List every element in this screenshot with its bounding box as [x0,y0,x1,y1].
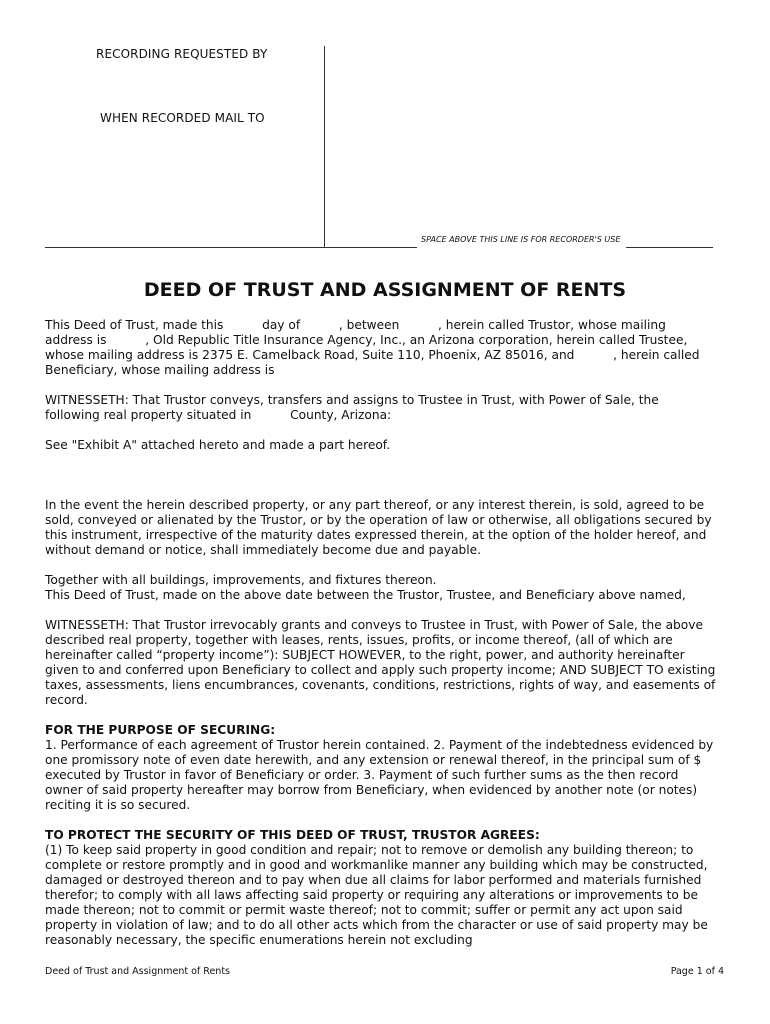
exhibit-spacer [45,468,717,498]
footer-document-name: Deed of Trust and Assignment of Rents [45,966,230,977]
when-recorded-mail-to-label: WHEN RECORDED MAIL TO [100,111,265,125]
document-title: DEED OF TRUST AND ASSIGNMENT OF RENTS [143,279,627,301]
protect-paragraph: (1) To keep said property in good condition and repair; not to remove or demolish any building thereon; to complete or restore promptly and in good and workmanlike manner any building which may be constructed, damaged or destroyed thereon and to pay when due all claims for labor performed and materials furnished therefor; to comply with all laws affecting said property or requiring any alterations or improvements to be made thereon; not to commit or permit waste thereof; not to commit; suffer or permit any act upon said property in violation of law; and to do all other acts which from the character or use of said property may be reasonably necessary, the specific enumerations herein not excluding [45,843,708,947]
witnesseth-conveys-paragraph: WITNESSETH: That Trustor conveys, transfers and assigns to Trustee in Trust, with Power of Sale, the following real property situated in County, Arizona: [45,393,663,422]
made-on-paragraph: This Deed of Trust, made on the above date between the Trustor, Trustee, and Beneficiary above named, [45,588,686,602]
header-left-rule [45,247,417,248]
footer-page-number: Page 1 of 4 [670,966,724,977]
together-with-line: Together with all buildings, improvements, and fixtures thereon. [45,573,437,587]
header-right-rule [626,247,713,248]
header-vertical-divider [324,46,325,247]
witnesseth-grants-paragraph: WITNESSETH: That Trustor irrevocably grants and conveys to Trustee in Trust, with Power of Sale, the above described real property, together with leases, rents, issues, profits, or income thereof, (all of which are hereinafter called “property income”): SUBJECT HOWEVER, to the right, power, and authority hereinafter given to and conferred upon Beneficiary to collect and apply such property income; AND SUBJECT TO existing taxes, assessments, liens encumbrances, covenants, conditions, restrictions, rights of way, and easements of record. [45,618,716,707]
due-on-sale-paragraph: In the event the herein described property, or any part thereof, or any interest therein, is sold, agreed to be sold, conveyed or alienated by the Trustor, or by the operation of law or otherwise, all obligations secured by this instrument, irrespective of the maturity dates expressed therein, at the option of the holder hereof, and without demand or notice, shall immediately become due and payable. [45,498,712,557]
intro-paragraph: This Deed of Trust, made this day of , between , herein called Trustor, whose mailing address is , Old Republic Title Insurance Agency, Inc., an Arizona corporation, herein called Trustee, whose mailing address is 2375 E. Camelback Road, Suite 110, Phoenix, AZ 85016, and , herein called Beneficiary, whose mailing address is [45,318,704,377]
protect-heading: TO PROTECT THE SECURITY OF THIS DEED OF TRUST, TRUSTOR AGREES: [45,828,540,842]
purpose-paragraph: 1. Performance of each agreement of Trustor herein contained. 2. Payment of the indebtedness evidenced by one promissory note of even date herewith, and any extension or renewal thereof, in the principal sum of $ executed by Trustor in favor of Beneficiary or order. 3. Payment of such further sums as the then record owner of said property hereafter may borrow from Beneficiary, when evidenced by another note (or notes) reciting it is so secured. [45,738,741,812]
document-body [45,318,741,963]
purpose-heading: FOR THE PURPOSE OF SECURING: [45,723,276,737]
recording-requested-by-label: RECORDING REQUESTED BY [96,47,268,61]
exhibit-reference: See "Exhibit A" attached hereto and made a part hereof. [45,438,391,452]
recorder-use-note: SPACE ABOVE THIS LINE IS FOR RECORDER'S USE [421,235,621,244]
